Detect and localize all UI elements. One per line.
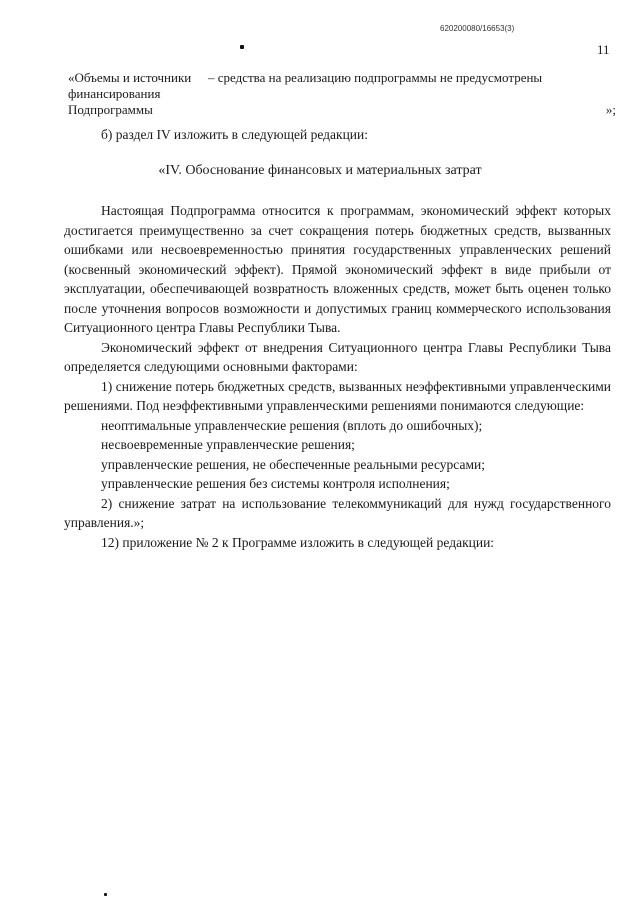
- closing-paragraph-1: 2) снижение затрат на использование телекоммуникаций для нужд государственного управления.»;: [64, 495, 611, 530]
- intro-text: б) раздел IV изложить в следующей редакции:: [101, 127, 369, 142]
- scan-mark-top: [240, 45, 244, 49]
- scan-mark-bottom: [104, 893, 107, 896]
- table-row-label: «Объемы и источники финансирования Подпрограммы: [68, 70, 192, 117]
- list-item: неоптимальные управленческие решения (вплоть до ошибочных);: [101, 417, 483, 433]
- table-row-funding: [68, 70, 616, 120]
- section-title: «IV. Обоснование финансовых и материальных затрат: [158, 163, 482, 178]
- table-row-end: »;: [605, 102, 616, 117]
- document-id: 620200080/16653(3): [440, 24, 515, 33]
- paragraph-2: Экономический эффект от внедрения Ситуационного центра Главы Республики Тыва определяется следующими основными факторами:: [64, 339, 611, 374]
- list-item: несвоевременные управленческие решения;: [101, 437, 355, 452]
- body-text: [64, 201, 611, 552]
- table-row-value: – средства на реализацию подпрограммы не предусмотрены: [208, 70, 543, 85]
- paragraph-1: Настоящая Подпрограмма относится к программам, экономический эффект которых достигается преимущественно за счет сокращения потерь бюджетных средств, вызванных ошибками или несвоевременностью принятия государственных управленческих решений (косвенный экономический эффект). Прямой экономический эффект в виде прибыли от эксплуатации, обеспечивающей возвратность вложенных средств, может быть оценен только после уточнения вопросов возможности и допустимых границ коммерческого использования Ситуационного центра Главы Республики Тыва.: [64, 203, 611, 335]
- page-number: 11: [597, 42, 610, 57]
- paragraph-3: 1) снижение потерь бюджетных средств, вызванных неэффективными управленческими решениями. Под неэффективными управленческими решениями понимаются следующие:: [64, 378, 611, 413]
- list-item: управленческие решения, не обеспеченные реальными ресурсами;: [101, 456, 485, 472]
- list-item: управленческие решения без системы контроля исполнения;: [101, 476, 450, 491]
- closing-paragraph-2: 12) приложение № 2 к Программе изложить в следующей редакции:: [101, 534, 495, 550]
- intro-line: [64, 125, 611, 145]
